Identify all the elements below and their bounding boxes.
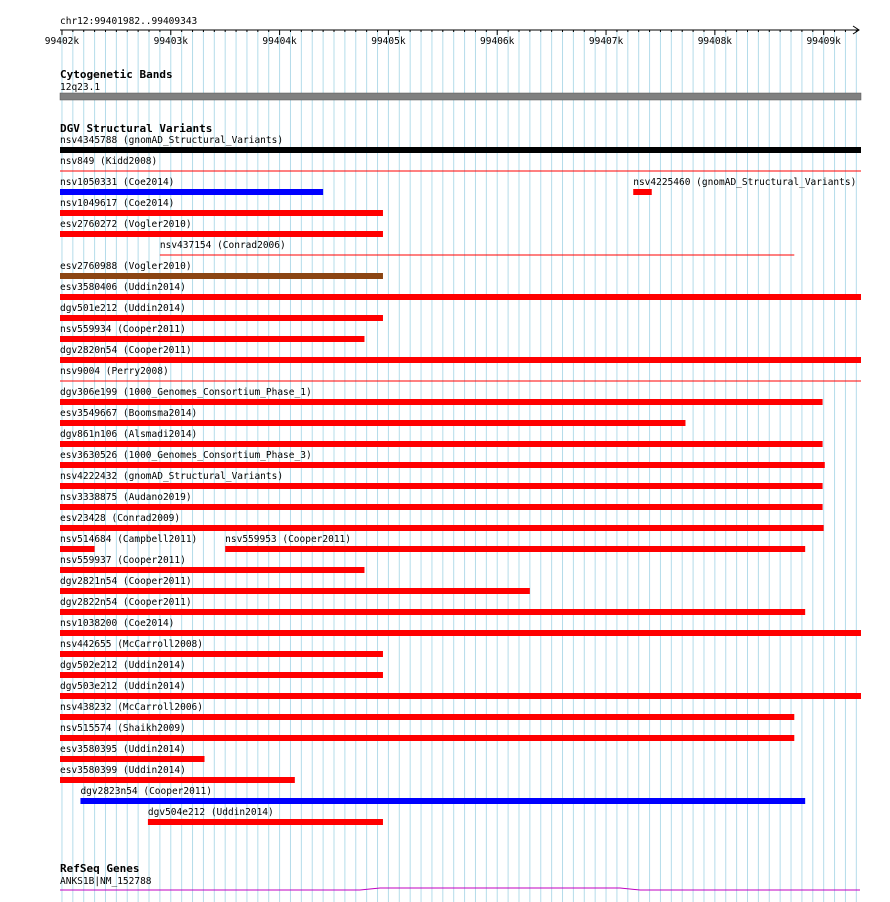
sv-label: nsv437154 (Conrad2006) xyxy=(159,240,286,251)
sv-feature[interactable] xyxy=(60,777,295,783)
sv-feature[interactable] xyxy=(148,819,383,825)
dgv-row xyxy=(60,387,823,405)
dgv-row xyxy=(60,303,383,321)
ruler-tick-label: 99406k xyxy=(480,36,515,47)
dgv-row xyxy=(60,261,383,279)
sv-feature[interactable] xyxy=(60,210,383,216)
ruler-tick-label: 99407k xyxy=(588,36,624,47)
dgv-row xyxy=(60,135,861,153)
dgv-row xyxy=(60,219,383,237)
dgv-row xyxy=(60,744,205,762)
sv-feature[interactable] xyxy=(60,273,383,279)
dgv-track xyxy=(60,122,861,825)
sv-feature[interactable] xyxy=(60,588,530,594)
sv-feature[interactable] xyxy=(60,672,383,678)
sv-feature[interactable] xyxy=(60,567,364,573)
dgv-row xyxy=(160,240,794,255)
sv-label: nsv1049617 (Coe2014) xyxy=(60,198,175,209)
sv-label: nsv442655 (McCarroll2008) xyxy=(60,639,203,650)
dgv-row xyxy=(60,681,861,699)
sv-label: esv3630526 (1000_Genomes_Consortium_Phase_3) xyxy=(60,450,312,461)
dgv-row xyxy=(60,702,794,720)
sv-label: esv2760988 (Vogler2010) xyxy=(60,261,192,272)
sv-feature[interactable] xyxy=(60,189,323,195)
sv-label: dgv504e212 (Uddin2014) xyxy=(147,807,274,818)
sv-label: dgv2821n54 (Cooper2011) xyxy=(60,576,192,587)
sv-feature[interactable] xyxy=(60,483,823,489)
dgv-row xyxy=(60,513,824,531)
dgv-row xyxy=(60,324,364,342)
ruler-tick-label: 99403k xyxy=(153,36,188,47)
sv-feature[interactable] xyxy=(60,693,861,699)
dgv-row xyxy=(60,282,861,300)
dgv-row xyxy=(148,807,383,825)
sv-label: nsv9004 (Perry2008) xyxy=(60,366,169,377)
dgv-row xyxy=(60,765,295,783)
refseq-track xyxy=(60,862,860,890)
sv-feature[interactable] xyxy=(60,231,383,237)
sv-feature[interactable] xyxy=(60,630,861,636)
refseq-gene-ANKS1B[interactable] xyxy=(60,888,860,890)
refseq-track-title: RefSeq Genes xyxy=(60,862,140,875)
sv-label: dgv306e199 (1000_Genomes_Consortium_Phase_1) xyxy=(60,387,312,398)
sv-label: esv3580395 (Uddin2014) xyxy=(60,744,186,755)
sv-label: nsv559934 (Cooper2011) xyxy=(60,324,186,335)
sv-feature[interactable] xyxy=(60,315,383,321)
sv-label: nsv1038200 (Coe2014) xyxy=(60,618,175,629)
sv-label: nsv4222432 (gnomAD_Structural_Variants) xyxy=(60,471,284,482)
cytoband-12q23-1[interactable] xyxy=(60,93,861,100)
sv-label: nsv514684 (Campbell2011) xyxy=(60,534,198,545)
sv-label: nsv3338875 (Audano2019) xyxy=(60,492,192,503)
sv-feature[interactable] xyxy=(225,546,805,552)
sv-feature[interactable] xyxy=(60,714,794,720)
sv-label: nsv438232 (McCarroll2006) xyxy=(60,702,203,713)
sv-label: esv23428 (Conrad2009) xyxy=(60,513,181,524)
sv-label: dgv502e212 (Uddin2014) xyxy=(60,660,186,671)
dgv-row xyxy=(60,156,861,171)
sv-feature[interactable] xyxy=(60,294,861,300)
dgv-row xyxy=(60,198,383,216)
sv-label: esv2760272 (Vogler2010) xyxy=(60,219,192,230)
ruler-tick-label: 99405k xyxy=(371,36,406,47)
sv-label: dgv2822n54 (Cooper2011) xyxy=(60,597,192,608)
sv-feature[interactable] xyxy=(60,504,823,510)
sv-feature[interactable] xyxy=(60,420,685,426)
ruler-tick-label: 99408k xyxy=(697,36,733,47)
dgv-row xyxy=(60,576,530,594)
sv-feature[interactable] xyxy=(60,441,823,447)
dgv-row xyxy=(60,366,861,381)
sv-label: nsv849 (Kidd2008) xyxy=(60,156,158,167)
sv-feature[interactable] xyxy=(60,651,383,657)
sv-feature[interactable] xyxy=(60,609,805,615)
sv-label: esv3580399 (Uddin2014) xyxy=(60,765,186,776)
sv-feature[interactable] xyxy=(60,462,825,468)
ruler-ticks xyxy=(45,30,857,47)
sv-label: nsv1050331 (Coe2014) xyxy=(60,177,175,188)
sv-label: dgv2823n54 (Cooper2011) xyxy=(80,786,213,797)
sv-feature[interactable] xyxy=(60,336,364,342)
dgv-row xyxy=(60,618,861,636)
region-label: chr12:99401982..99409343 xyxy=(60,16,198,27)
sv-feature[interactable] xyxy=(80,798,805,804)
sv-feature[interactable] xyxy=(60,756,205,762)
dgv-track-title: DGV Structural Variants xyxy=(60,122,213,135)
sv-label: dgv861n106 (Alsmadi2014) xyxy=(60,429,198,440)
ruler-tick-label: 99404k xyxy=(262,36,297,47)
sv-label: dgv503e212 (Uddin2014) xyxy=(60,681,186,692)
cytoband-track-title: Cytogenetic Bands xyxy=(60,68,173,81)
ruler-tick-label: 99402k xyxy=(44,36,80,47)
dgv-row xyxy=(60,471,823,489)
sv-feature[interactable] xyxy=(60,525,824,531)
dgv-row xyxy=(60,723,794,741)
cytoband-track xyxy=(60,68,861,100)
dgv-row xyxy=(60,555,364,573)
sv-feature[interactable] xyxy=(60,546,95,552)
dgv-row xyxy=(60,408,685,426)
sv-label: dgv2820n54 (Cooper2011) xyxy=(60,345,192,356)
sv-feature[interactable] xyxy=(60,735,794,741)
dgv-row xyxy=(60,492,823,510)
sv-feature[interactable] xyxy=(60,147,861,153)
sv-feature[interactable] xyxy=(60,357,861,363)
dgv-row xyxy=(60,429,823,447)
sv-label: esv3549667 (Boomsma2014) xyxy=(60,408,198,419)
refseq-gene-label: ANKS1B|NM_152788 xyxy=(60,876,152,887)
sv-label: nsv4345788 (gnomAD_Structural_Variants) xyxy=(60,135,284,146)
sv-label: nsv4225460 (gnomAD_Structural_Variants) xyxy=(633,177,857,188)
ruler-tick-label: 99409k xyxy=(806,36,841,47)
sv-label: esv3580406 (Uddin2014) xyxy=(60,282,186,293)
sv-feature[interactable] xyxy=(633,189,651,195)
dgv-rows xyxy=(60,135,861,825)
sv-label: nsv559953 (Cooper2011) xyxy=(225,534,352,545)
sv-label: nsv515574 (Shaikh2009) xyxy=(60,723,186,734)
sv-label: dgv501e212 (Uddin2014) xyxy=(60,303,186,314)
dgv-row xyxy=(60,345,861,363)
cytoband-label: 12q23.1 xyxy=(60,82,101,93)
sv-feature[interactable] xyxy=(60,399,823,405)
dgv-row xyxy=(60,639,383,657)
sv-label: nsv559937 (Cooper2011) xyxy=(60,555,186,566)
dgv-row xyxy=(60,660,383,678)
